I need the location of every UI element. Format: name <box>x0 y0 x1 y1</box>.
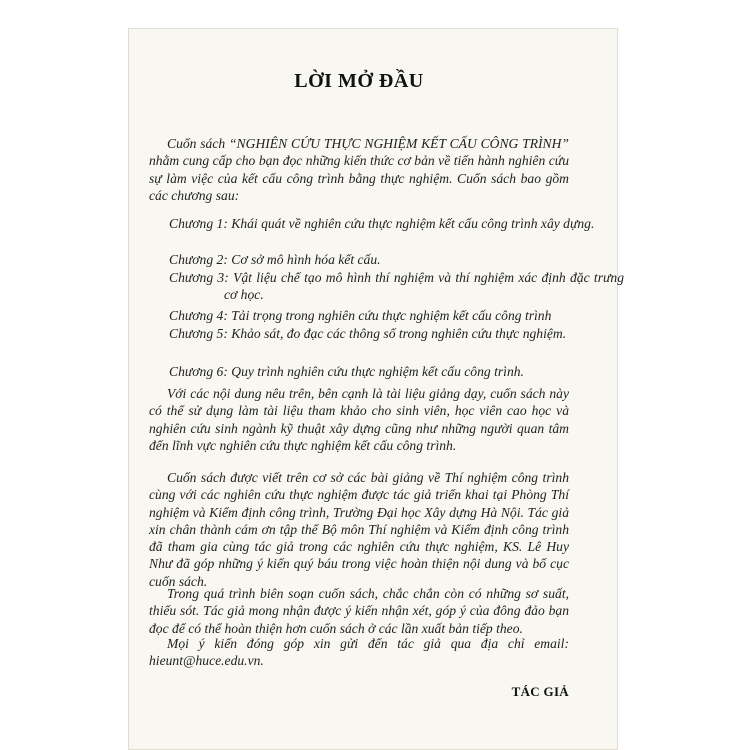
chapter-5: Chương 5: Khảo sát, đo đạc các thông số trong nghiên cứu thực nghiệm. <box>169 326 567 341</box>
contact-paragraph: Mọi ý kiến đóng góp xin gửi đến tác giả qua địa chỉ email: hieunt@huce.edu.vn. <box>149 636 569 669</box>
acknowledgement-paragraph: Cuốn sách được viết trên cơ sở các bài giảng về Thí nghiệm công trình cùng với các nghiên cứu thực nghiệm được tác giả triển khai tại Phòng Thí nghiệm và Kiểm định công trình, Trường Đại học Xây dựng Hà Nội. Tác giả xin chân thành cám ơn tập thể Bộ môn Thí nghiệm và Kiểm định công trình đã tham gia cùng tác giả trong các nghiên cứu thực nghiệm, KS. Lê Huy Như đã góp những ý kiến quý báu trong việc hoàn thiện nội dung và bố cục cuốn sách. <box>149 470 569 589</box>
book-page <box>128 28 624 750</box>
chapter-1: Chương 1: Khái quát về nghiên cứu thực nghiệm kết cấu công trình xây dựng. <box>169 216 595 231</box>
page-title: LỜI MỞ ĐẦU <box>294 70 424 92</box>
chapter-6: Chương 6: Quy trình nghiên cứu thực nghiệm kết cấu công trình. <box>169 364 524 379</box>
author-signature: TÁC GIẢ <box>511 684 569 699</box>
chapter-3: Chương 3: Vật liệu chế tạo mô hình thí nghiệm và thí nghiệm xác định đặc trưng cơ học. <box>169 270 624 303</box>
usage-paragraph: Với các nội dung nêu trên, bên cạnh là tài liệu giảng dạy, cuốn sách này có thể sử dụng làm tài liệu tham khảo cho sinh viên, học viên cao học và nghiên cứu sinh ngành kỹ thuật xây dựng cũng như những người quan tâm đến lĩnh vực nghiên cứu thực nghiệm kết cấu công trình. <box>149 386 569 453</box>
chapter-4: Chương 4: Tải trọng trong nghiên cứu thực nghiệm kết cấu công trình <box>169 308 552 323</box>
feedback-paragraph: Trong quá trình biên soạn cuốn sách, chắc chắn còn có những sơ suất, thiếu sót. Tác giả mong nhận được ý kiến nhận xét, góp ý của đông đảo bạn đọc để có thể hoàn thiện hơn cuốn sách ở các lần xuất bản tiếp theo. <box>149 586 569 636</box>
chapter-2: Chương 2: Cơ sở mô hình hóa kết cấu. <box>169 252 381 267</box>
intro-paragraph: Cuốn sách “NGHIÊN CỨU THỰC NGHIỆM KẾT CẤU CÔNG TRÌNH” nhằm cung cấp cho bạn đọc những kiến thức cơ bản về tiến hành nghiên cứu sự làm việc của kết cấu công trình bằng thực nghiệm. Cuốn sách bao gồm các chương sau: <box>149 136 569 203</box>
